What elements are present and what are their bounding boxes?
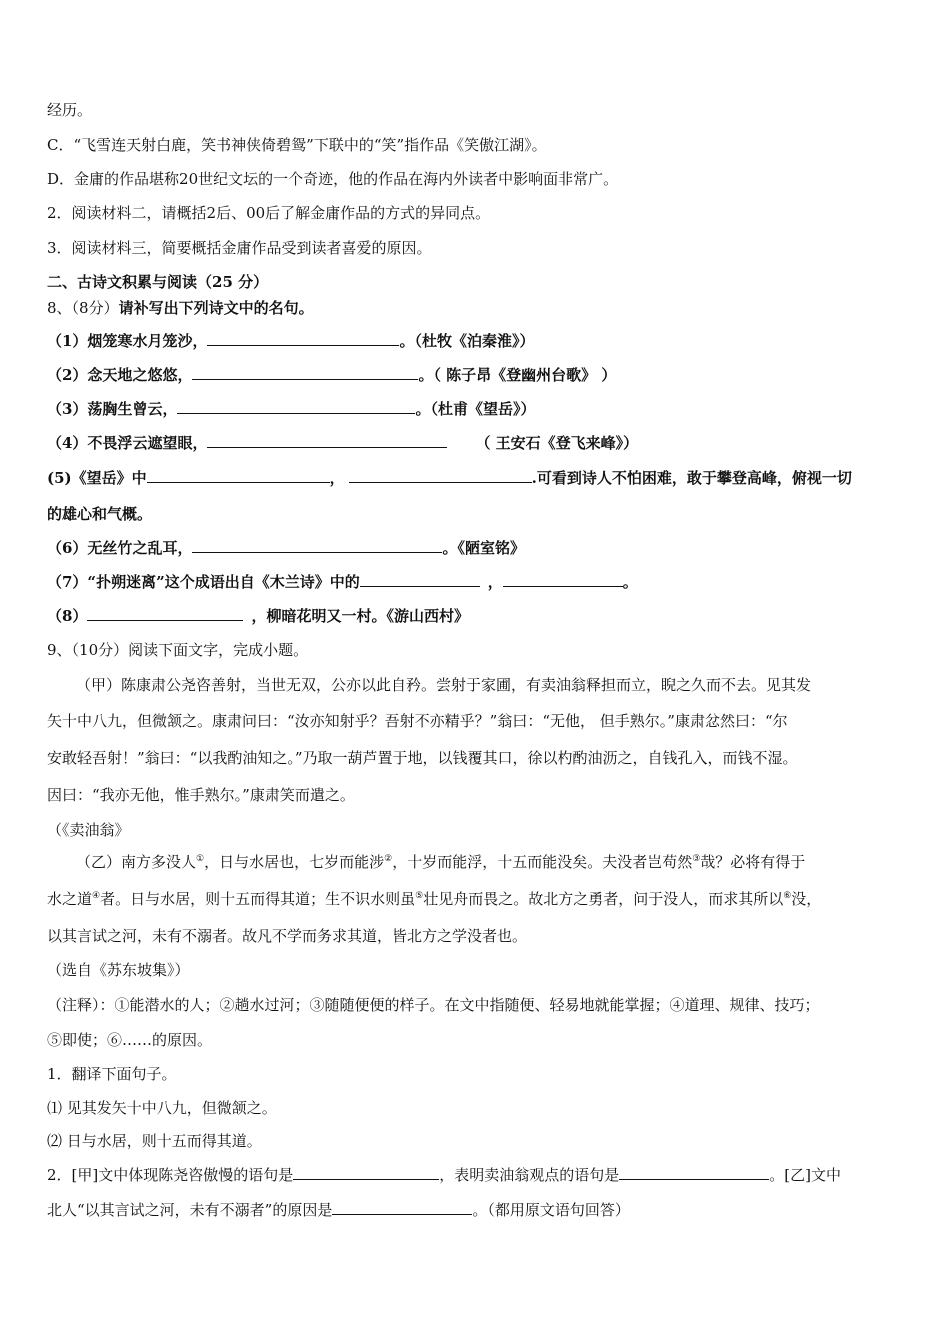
passage-yi-line (47, 889, 907, 909)
subquestion-1-b: ⑵ 日与水居，则十五而得其道。 (47, 1132, 262, 1150)
item-text: (5)《望岳》中 (47, 469, 147, 487)
item-sep: ， (329, 469, 345, 487)
item-end: 。 (622, 573, 638, 591)
answer-blank[interactable] (349, 468, 532, 483)
question-9: 9、（10分）阅读下面文字，完成小题。 (47, 641, 309, 659)
question-8 (47, 298, 907, 318)
footnote-mark: ⑤ (415, 891, 424, 901)
answer-blank[interactable] (293, 1165, 439, 1180)
poem-item-8 (47, 606, 907, 626)
item-source: ，柳暗花明又一村。《游山西村》 (251, 607, 469, 625)
answer-blank[interactable] (147, 468, 330, 483)
question-prompt: 请补写出下列诗文中的名句。 (118, 299, 314, 317)
item-text: （2）念天地之悠悠， (47, 366, 193, 384)
option-c: C．“飞雪连天射白鹿，笑书神侠倚碧鸳”下联中的“笑”指作品《笑傲江湖》。 (47, 136, 547, 154)
question-3: 3．阅读材料三，简要概括金庸作品受到读者喜爱的原因。 (47, 239, 432, 257)
passage-jia-line: 因曰：“我亦无他，惟手熟尔。”康肃笑而遣之。 (47, 786, 355, 804)
question-number: 8、（8分） (47, 299, 119, 317)
passage-jia-line: （甲）陈康肃公尧咨善射，当世无双，公亦以此自矜。尝射于家圃，有卖油翁释担而立，睨之久而不去。见其发 (76, 676, 812, 694)
footnote-mark: ③ (692, 854, 701, 864)
question-2: 2．阅读材料二，请概括2后、00后了解金庸作品的方式的异同点。 (47, 204, 491, 222)
annotation-line: ⑤即使；⑥……的原因。 (47, 1031, 213, 1049)
text-line: 经历。 (47, 101, 93, 119)
passage-source: （《卖油翁》 (47, 821, 130, 839)
answer-blank[interactable] (207, 433, 447, 448)
question-text: 。[乙]文中 (769, 1166, 841, 1184)
question-text: ，表明卖油翁观点的语句是 (439, 1166, 620, 1184)
passage-text: 没， (791, 890, 822, 908)
answer-blank[interactable] (87, 606, 243, 621)
section-heading: 二、古诗文积累与阅读（25 分） (47, 273, 269, 291)
passage-text: ，十岁而能浮，十五而能没矣。夫没者岂苟然 (392, 853, 693, 871)
answer-blank[interactable] (332, 1200, 472, 1215)
passage-text: 者。日与水居，则十五而得其道；生不识水则虽 (100, 890, 416, 908)
answer-blank[interactable] (207, 331, 399, 346)
passage-text: 哉？必将有得于 (700, 853, 806, 871)
question-text: 。（都用原文语句回答） (472, 1201, 630, 1219)
poem-item-4 (47, 433, 907, 453)
footnote-mark: ④ (92, 891, 101, 901)
subquestion-2 (47, 1165, 907, 1185)
item-text: （8） (47, 607, 88, 625)
poem-item-1 (47, 331, 907, 351)
item-source: 。（杜甫《望岳》） (415, 400, 536, 418)
passage-yi-line: 以其言试之河，未有不溺者。故凡不学而务求其道，皆北方之学没者也。 (47, 927, 528, 945)
footnote-mark: ② (384, 854, 393, 864)
answer-blank[interactable] (192, 538, 442, 553)
question-text: 2．[甲]文中体现陈尧咨傲慢的语句是 (47, 1166, 294, 1184)
item-source: 。（ 陈子昂《登幽州台歌》 ） (418, 366, 617, 384)
item-source: 。《陋室铭》 (442, 539, 525, 557)
subquestion-1: 1．翻译下面句子。 (47, 1065, 177, 1083)
item-text: （7）“扑朔迷离”这个成语出自《木兰诗》中的 (47, 573, 360, 591)
subquestion-1-a: ⑴ 见其发矢十中八九，但微颔之。 (47, 1099, 277, 1117)
poem-item-2 (47, 365, 907, 385)
option-d: D．金庸的作品堪称20世纪文坛的一个奇迹，他的作品在海内外读者中影响面非常广。 (47, 170, 619, 188)
passage-yi-line (76, 852, 906, 872)
poem-item-3 (47, 399, 907, 419)
answer-blank[interactable] (177, 399, 415, 414)
passage-text: 壮见舟而畏之。故北方之勇者，问于没人，而求其所以 (423, 890, 784, 908)
passage-jia-line: 安敢轻吾射！”翁曰：“以我酌油知之。”乃取一葫芦置于地，以钱覆其口，徐以杓酌油沥之，自钱孔入，而钱不湿。 (47, 749, 798, 767)
item-source: 。（杜牧《泊秦淮》） (399, 332, 535, 350)
item-text: （6）无丝竹之乱耳， (47, 539, 193, 557)
item-text: （3）荡胸生曾云， (47, 400, 178, 418)
passage-text: 水之道 (47, 890, 93, 908)
answer-blank[interactable] (192, 365, 418, 380)
passage-text: （乙）南方多没人 (76, 853, 197, 871)
annotation-line: （注释）：①能潜水的人；②趟水过河；③随随便便的样子。在文中指随便、轻易地就能掌握；④道理、规律、技巧； (47, 996, 820, 1014)
poem-item-5 (47, 468, 907, 488)
item-source: （ 王安石《登飞来峰》） (475, 434, 639, 452)
passage-jia-line: 矢十中八九，但微颔之。康肃问曰：“汝亦知射乎？吾射不亦精乎？”翁曰：“无他， 但手熟尔。”康肃忿然曰：“尔 (47, 712, 788, 730)
item-text: （1）烟笼寒水月笼沙， (47, 332, 208, 350)
poem-item-6 (47, 538, 907, 558)
answer-blank[interactable] (619, 1165, 769, 1180)
item-text: （4）不畏浮云遮望眼， (47, 434, 208, 452)
poem-item-7 (47, 572, 907, 592)
subquestion-2-cont (47, 1200, 907, 1220)
passage-source: （选自《苏东坡集》） (47, 961, 190, 979)
passage-text: ，日与水居也，七岁而能涉 (204, 853, 385, 871)
item-text: .可看到诗人不怕困难，敢于攀登高峰，俯视一切 (531, 469, 852, 487)
answer-blank[interactable] (503, 572, 623, 587)
question-text: 北人“以其言试之河，未有不溺者”的原因是 (47, 1201, 333, 1219)
item-sep: ， (487, 573, 503, 591)
poem-item-5-cont: 的雄心和气概。 (47, 505, 153, 523)
footnote-mark: ⑥ (783, 891, 792, 901)
answer-blank[interactable] (360, 572, 480, 587)
footnote-mark: ① (196, 854, 205, 864)
